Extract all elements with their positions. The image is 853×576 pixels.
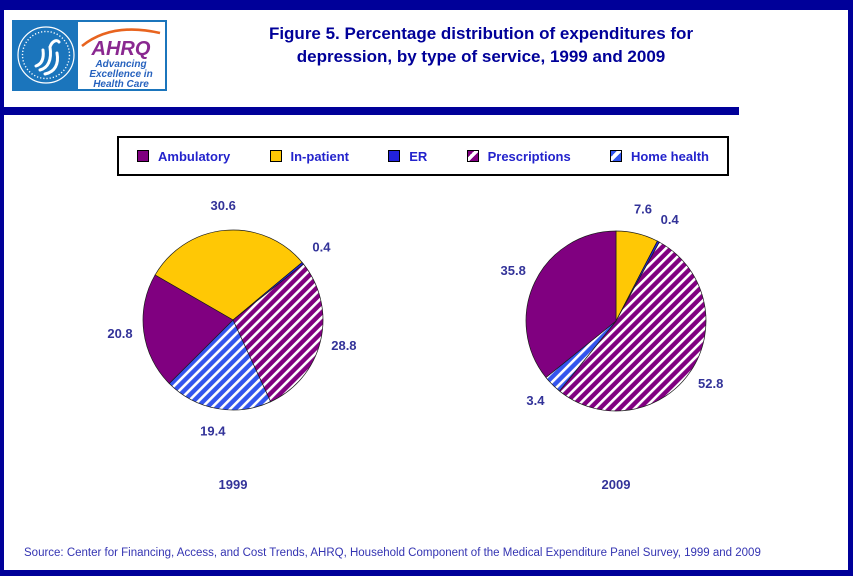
pie-value-label: 0.4: [660, 211, 679, 227]
legend-item-ambulatory: [137, 149, 230, 164]
legend-label: Ambulatory: [158, 148, 231, 164]
figure-title-line-2: depression, by type of service, 1999 and 2009: [296, 47, 666, 66]
legend-item-inpatient: [270, 149, 350, 164]
figure-title: [114, 22, 848, 68]
er-swatch-icon: [388, 150, 400, 162]
pie-value-label: 30.6: [210, 198, 236, 213]
inpatient-swatch-icon: [270, 150, 282, 162]
logo-tagline-3: Health Care: [93, 79, 149, 89]
source-note: Source: Center for Financing, Access, and Cost Trends, AHRQ, Household Component of the Medical Expenditure Panel Survey, 1999 and 2009: [24, 547, 761, 559]
legend-item-homehealth: [610, 149, 709, 164]
ambulatory-swatch-icon: [137, 150, 149, 162]
pie-value-label: 7.6: [633, 201, 653, 217]
pie-value-label: 35.8: [500, 263, 526, 279]
pie-value-label: 0.4: [312, 239, 331, 255]
hhs-eagle-icon: [14, 22, 78, 89]
legend-item-er: [388, 149, 427, 164]
pie-value-label: 20.8: [107, 326, 133, 342]
chart-legend: [117, 136, 729, 176]
pie-value-label: 3.4: [526, 393, 545, 409]
prescriptions-swatch-icon: [467, 150, 479, 162]
year-caption-1999: 1999: [218, 477, 248, 492]
pie-value-label: 28.8: [331, 337, 357, 353]
figure-title-line-1: Figure 5. Percentage distribution of expenditures for: [268, 24, 694, 43]
pie-value-label: 19.4: [200, 423, 226, 439]
logo-acronym: AHRQ: [91, 38, 151, 60]
legend-label: ER: [409, 148, 428, 164]
logo-tagline-1: Advancing: [95, 59, 147, 70]
home-health-swatch-icon: [610, 150, 622, 162]
legend-item-prescriptions: [467, 149, 571, 164]
legend-label: Home health: [630, 148, 709, 164]
legend-label: In-patient: [290, 148, 349, 164]
pie-chart-1999: [83, 198, 383, 468]
pie-value-label: 52.8: [698, 375, 724, 391]
header-divider-bar: [4, 107, 739, 115]
pie-chart-2009: [466, 199, 766, 469]
legend-label: Prescriptions: [487, 148, 571, 164]
logo-tagline-2: Excellence in: [89, 69, 153, 80]
year-caption-2009: 2009: [601, 477, 631, 492]
